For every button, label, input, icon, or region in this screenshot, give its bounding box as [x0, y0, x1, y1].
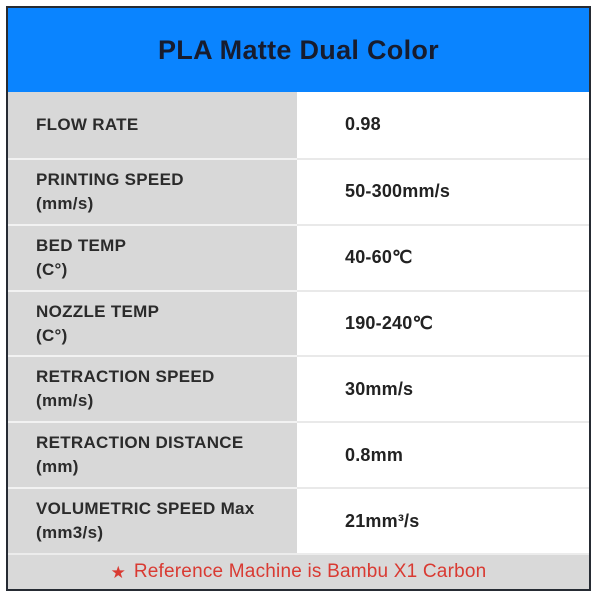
spec-unit: (mm/s)	[36, 193, 94, 213]
spec-value: 30mm/s	[345, 378, 414, 399]
table-row	[8, 224, 589, 290]
spec-label: NOZZLE TEMP	[36, 301, 160, 321]
spec-label: PRINTING SPEED	[36, 169, 184, 189]
spec-value-cell	[297, 421, 589, 487]
spec-label-cell	[8, 355, 297, 421]
table-row	[8, 355, 589, 421]
spec-unit: (C°)	[36, 259, 68, 279]
spec-card	[6, 6, 591, 591]
spec-unit: (mm)	[36, 457, 79, 477]
spec-label-cell	[8, 224, 297, 290]
card-header	[8, 8, 589, 92]
spec-value-cell	[297, 92, 589, 158]
spec-label-cell	[8, 158, 297, 224]
spec-label: RETRACTION SPEED	[36, 367, 215, 387]
spec-value: 190-240℃	[345, 313, 433, 333]
spec-value-cell	[297, 224, 589, 290]
card-footer	[8, 553, 589, 589]
spec-label-cell	[8, 290, 297, 356]
spec-value: 21mm³/s	[345, 510, 420, 531]
spec-label-cell	[8, 421, 297, 487]
card-title: PLA Matte Dual Color	[157, 34, 439, 65]
footer-note: Reference Machine is Bambu X1 Carbon	[133, 561, 487, 582]
table-row	[8, 92, 589, 158]
spec-value: 50-300mm/s	[345, 181, 451, 202]
spec-value-cell	[297, 355, 589, 421]
spec-value: 0.8mm	[345, 444, 404, 465]
spec-value-cell	[297, 290, 589, 356]
spec-table	[8, 92, 589, 553]
spec-value-cell	[297, 158, 589, 224]
spec-label: BED TEMP	[36, 235, 127, 255]
table-row	[8, 421, 589, 487]
spec-label: RETRACTION DISTANCE	[36, 433, 244, 453]
spec-label: FLOW RATE	[36, 114, 139, 134]
table-row	[8, 290, 589, 356]
spec-label-cell	[8, 92, 297, 158]
spec-value: 0.98	[345, 114, 381, 135]
spec-value: 40-60℃	[345, 247, 413, 268]
spec-unit: (mm/s)	[36, 391, 94, 411]
spec-unit: (C°)	[36, 325, 68, 345]
spec-label: VOLUMETRIC SPEED Max	[36, 499, 255, 519]
spec-label-cell	[8, 487, 297, 553]
table-row	[8, 487, 589, 553]
star-icon: ★	[110, 562, 126, 582]
table-row	[8, 158, 589, 224]
spec-value-cell	[297, 487, 589, 553]
spec-unit: (mm3/s)	[36, 523, 104, 543]
